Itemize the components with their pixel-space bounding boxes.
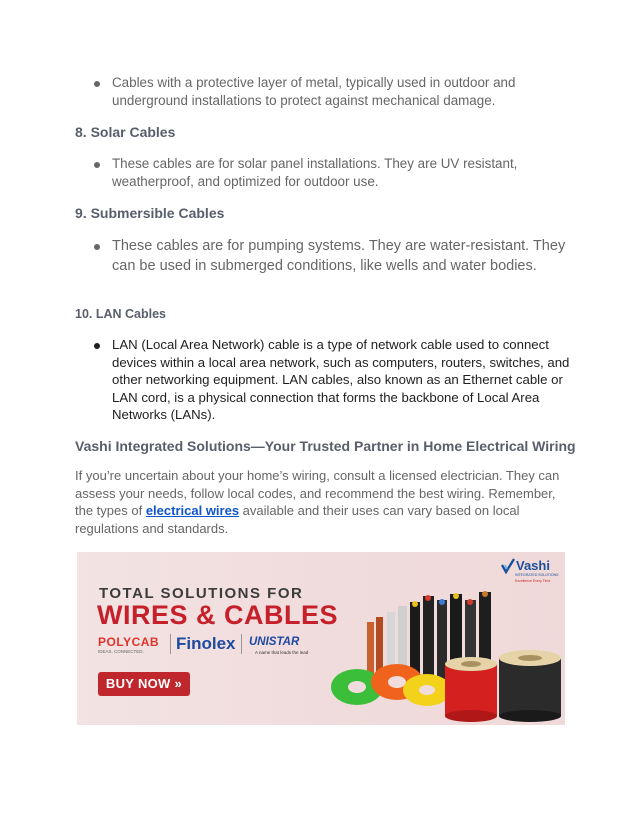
vashi-check-icon — [501, 558, 515, 574]
submersible-bullet-list — [94, 236, 574, 276]
brand-logos — [98, 634, 318, 656]
section-heading-lan: 10. LAN Cables — [75, 307, 167, 321]
list-item-text: These cables are for solar panel installations. They are UV resistant, weatherproof, and optimized for outdoor use. — [112, 156, 518, 189]
vashi-logo-name: Vashi — [516, 558, 550, 573]
armoured-bullet-list — [94, 74, 574, 110]
unistar-tagline: A name that leads the lead — [255, 650, 309, 655]
list-item — [94, 155, 574, 191]
list-item-text: These cables are for pumping systems. They are water-resistant. They can be used in submerged conditions, like wells and water bodies. — [112, 238, 566, 274]
brand-divider — [241, 634, 242, 654]
lan-bullet-list — [94, 336, 574, 424]
cables-illustration — [327, 582, 565, 725]
buy-now-button[interactable]: BUY NOW » — [98, 672, 190, 696]
electrical-wires-link[interactable]: electrical wires — [145, 503, 240, 519]
section-heading-submersible: 9. Submersible Cables — [75, 205, 225, 221]
brand-divider — [170, 634, 171, 654]
banner-title-line1: TOTAL SOLUTIONS FOR — [99, 585, 304, 602]
list-item-text: LAN (Local Area Network) cable is a type of network cable used to connect devices within a local area network, such as computers, routers, switches, and other networking equipment. LAN cables, also known as an Ethernet cable or LAN cord, is a physical connection that forms the backbone of Local Area Networks (LANs). — [112, 337, 570, 423]
vashi-paragraph-start: If you’re uncertain about your home’s wiring, consult a licensed electrician. They can assess your needs, follow local codes, and recommend the best wiring. Remember, the types of — [75, 468, 560, 519]
section-heading-solar: 8. Solar Cables — [75, 124, 176, 140]
polycab-tagline: IDEAS. CONNECTED. — [98, 649, 144, 654]
polycab-logo: POLYCAB — [98, 635, 160, 649]
bullet-icon — [94, 81, 100, 87]
list-item — [94, 336, 574, 424]
list-item — [94, 74, 574, 110]
list-item — [94, 236, 574, 276]
bullet-icon — [94, 244, 100, 250]
solar-bullet-list — [94, 155, 574, 191]
wires-cables-banner[interactable] — [77, 552, 565, 725]
banner-title-line2: WIRES & CABLES — [97, 600, 339, 630]
finolex-logo: Finolex — [176, 634, 236, 653]
cable-drums — [445, 650, 561, 722]
vashi-logo-sub: INTEGRATED SOLUTIONS — [515, 573, 559, 577]
vashi-paragraph — [75, 467, 565, 537]
vashi-paragraph-end: available and their uses can vary based on local regulations and standards. — [75, 503, 520, 536]
bullet-icon — [94, 162, 100, 168]
bullet-icon — [94, 343, 100, 349]
list-item-text: Cables with a protective layer of metal, typically used in outdoor and underground installations to protect against mechanical damage. — [112, 75, 516, 108]
vashi-logo-tagline: Excellence Every Time — [515, 579, 551, 583]
unistar-logo: UNISTAR — [249, 636, 300, 648]
section-heading-vashi: Vashi Integrated Solutions—Your Trusted Partner in Home Electrical Wiring — [75, 438, 576, 454]
